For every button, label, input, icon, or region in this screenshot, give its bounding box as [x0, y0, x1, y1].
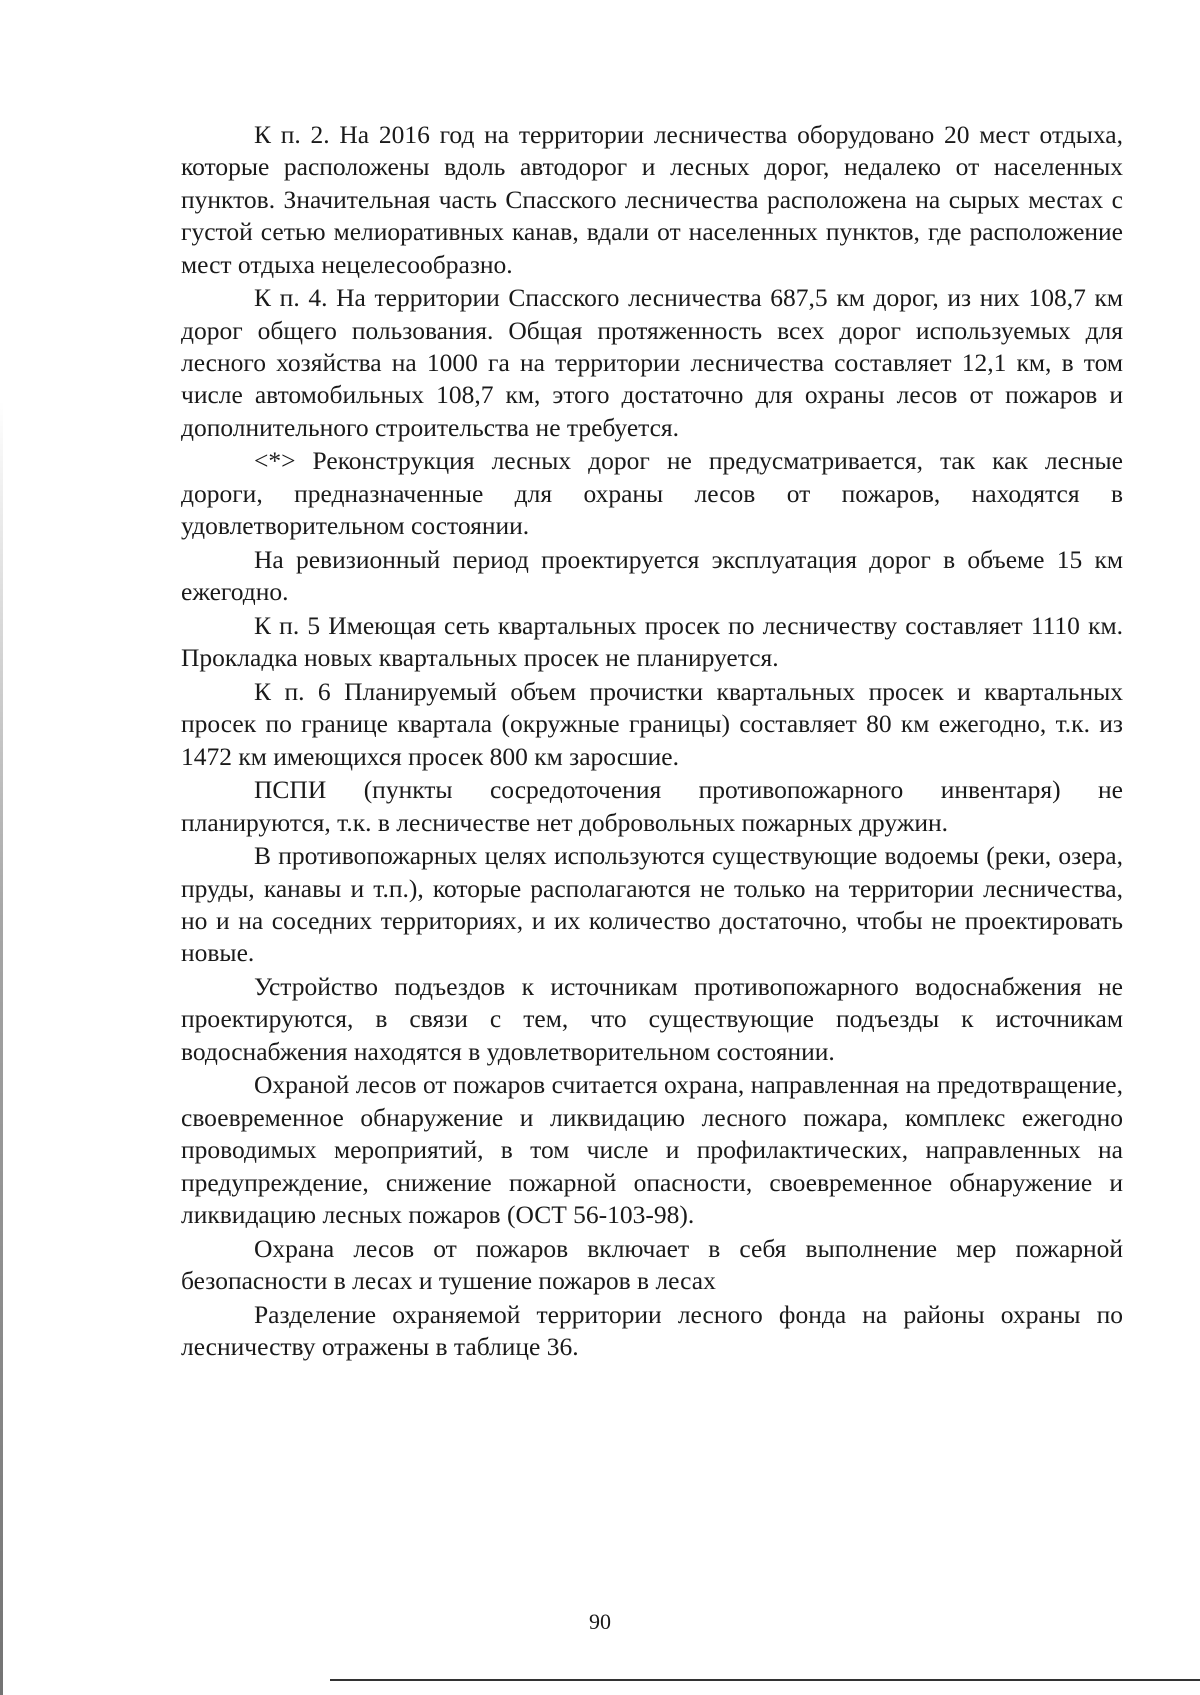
paragraph-road-maintenance: На ревизионный период проектируется эксплуатация дорог в объеме 15 км ежегодно. [181, 544, 1123, 607]
document-body [181, 119, 1123, 1365]
paragraph-recreation-sites: К п. 2. На 2016 год на территории лесничества оборудовано 20 мест отдыха, которые расположены вдоль автодорог и лесных дорог, недалеко от населенных пунктов. Значительная часть Спасского лесничества расположена на сырых местах с густой сетью мелиоративных канав, вдали от населенных пунктов, где расположение мест отдыха нецелесообразно. [181, 120, 1123, 279]
page-number: 90 [589, 1609, 611, 1634]
scan-edge-left [0, 400, 3, 1695]
paragraph-road-reconstruction-note: <*> Реконструкция лесных дорог не предусматривается, так как лесные дороги, предназначенные для охраны лесов от пожаров, находятся в удовлетворительном состоянии. [181, 446, 1123, 541]
paragraph-quarter-clearings: К п. 5 Имеющая сеть квартальных просек по лесничеству составляет 1110 км. Прокладка новых квартальных просек не планируется. [181, 610, 1123, 673]
paragraph-clearing-cleaning: К п. 6 Планируемый объем прочистки квартальных просек и квартальных просек по границе квартала (окружные границы) составляет 80 км ежегодно, т.к. из 1472 км имеющихся просек 800 км заросшие. [181, 676, 1123, 771]
paragraph-water-bodies: В противопожарных целях используются существующие водоемы (реки, озера, пруды, канавы и т.п.), которые располагаются не только на территории лесничества, но и на соседних территориях, и их количество достаточно, чтобы не проектировать новые. [181, 841, 1123, 968]
paragraph-fire-protection-definition: Охраной лесов от пожаров считается охрана, направленная на предотвращение, своевременное обнаружение и ликвидацию лесного пожара, комплекс ежегодно проводимых мероприятий, в том числе и профилактических, направленных на предупреждение, снижение пожарной опасности, своевременное обнаружение и ликвидацию лесных пожаров (ОСТ 56-103-98). [181, 1070, 1123, 1230]
paragraph-forest-roads: К п. 4. На территории Спасского лесничества 687,5 км дорог, из них 108,7 км дорог общего пользования. Общая протяженность всех дорог используемых для лесного хозяйства на 1000 га на территории лесничества составляет 12,1 км, в том числе автомобильных 108,7 км, этого достаточно для охраны лесов от пожаров и дополнительного строительства не требуется. [181, 283, 1123, 442]
scan-edge-bottom [330, 1679, 1200, 1681]
paragraph-fire-protection-includes: Охрана лесов от пожаров включает в себя выполнение мер пожарной безопасности в лесах и тушение пожаров в лесах [181, 1233, 1123, 1296]
paragraph-fire-equipment-points: ПСПИ (пункты сосредоточения противопожарного инвентаря) не планируются, т.к. в лесничестве нет добровольных пожарных дружин. [181, 775, 1123, 837]
paragraph-protection-districts: Разделение охраняемой территории лесного фонда на районы охраны по лесничеству отражены в таблице 36. [181, 1299, 1123, 1362]
paragraph-water-access-roads: Устройство подъездов к источникам противопожарного водоснабжения не проектируются, в связи с тем, что существующие подъезды к источникам водоснабжения находятся в удовлетворительном состоянии. [181, 972, 1123, 1066]
